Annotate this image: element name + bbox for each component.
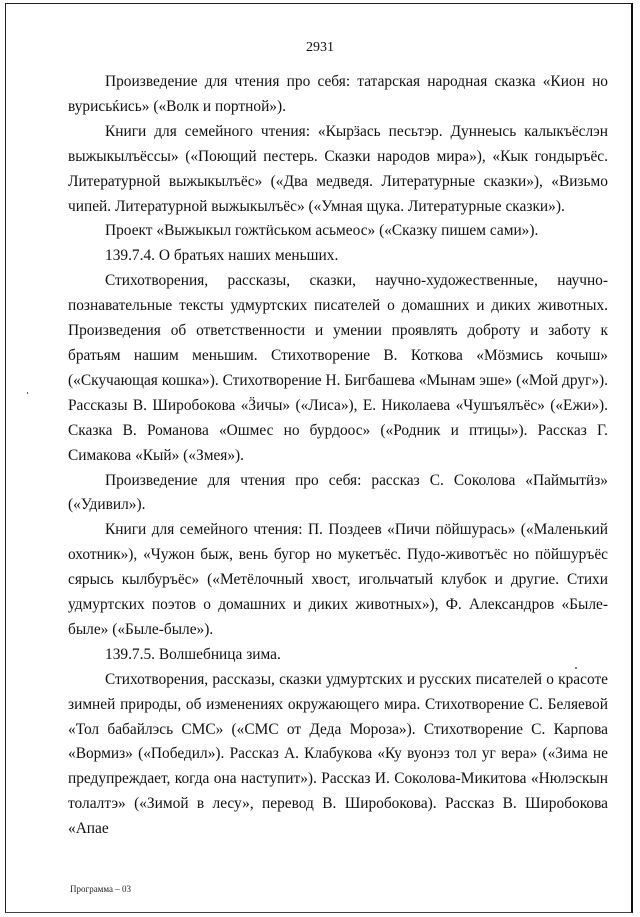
paragraph-reading-task-1: Произведение для чтения про себя: татарская народная сказка «Кион но вурисьќись» («Волк и портной»). <box>68 73 608 115</box>
page-footer: Программа – 03 <box>70 884 132 894</box>
section-heading-139-7-5: 139.7.5. Волшебница зима. <box>105 645 281 663</box>
paragraph-project: Проект «Выжыкыл гожтӥськом асьмеос» («Сказку пишем сами»). <box>105 222 539 240</box>
paragraph-reading-task-2: Произведение для чтения про себя: рассказ С. Соколова «Паймытӥз» («Удивил»). <box>68 471 608 514</box>
scan-speck <box>575 667 577 669</box>
document-body <box>68 70 608 842</box>
page-number: 2931 <box>306 40 334 55</box>
paragraph-family-reading-2: Книги для семейного чтения: П. Поздеев «Пичи пӧйшурась» («Маленький охотник»), «Чужон быж, вень бугор но мукетъёс. Пудо-животъёс но пӧйшуръёс сярысь кылбуръёс» («Метёлочный хвост, игольчатый клубок и другие. Стихи удмуртских поэтов о домашних и диких животных»), Ф. Александров «Быле-быле» («Быле-быле»). <box>68 521 608 638</box>
section-heading-139-7-4: 139.7.4. О братьях наших меньших. <box>105 247 339 265</box>
paragraph-animals-works: Стихотворения, рассказы, сказки, научно-художественные, научно-познавательные тексты удмуртских писателей о домашних и диких животных. Произведения об ответственности и умении проявлять доброту и заботу к братьям нашим меньшим. Стихотворение В. Коткова «Мӧзмись кочыш» («Скучающая кошка»). Стихотворение Н. Бигбашева «Мынам эше» («Мой друг»). Рассказы В. Широбокова «Ӟичы» («Лиса»), Е. Николаева «Чушъялъёс» («Ежи»). Сказка В. Романова «Ошмес но бурдоос» («Родник и птицы»). Рассказ Г. Симакова «Кый» («Змея»). <box>68 272 608 464</box>
scan-speck <box>27 392 28 394</box>
paragraph-winter-works: Стихотворения, рассказы, сказки удмуртских и русских писателей о красоте зимней природы, об изменениях окружающего мира. Стихотворение С. Беляевой «Тол бабайлэсь СМС» («СМС от Деда Мороза»). Стихотворение С. Карпова «Вормиз» («Победил»). Рассказ А. Клабукова «Ку вуонэз тол уг вера» («Зима не предупреждает, когда она наступит»). Рассказ И. Соколова-Микитова «Нюлэскын толалтэ» («Зимой в лесу», перевод В. Широбокова). Рассказ В. Широбокова «Апае <box>68 670 608 838</box>
paragraph-family-reading-1: Книги для семейного чтения: «Кырӟась песьтэр. Дуннеысь калыкъёслэн выжыкылъёссы» («Поющий пестерь. Сказки народов мира»), «Кык гондыръёс. Литературной выжыкылъёс» («Два медведя. Литературные сказки»), «Визьмо чипей. Литературной выжыкылъёс» («Умная щука. Литературные сказки»). <box>68 122 608 215</box>
